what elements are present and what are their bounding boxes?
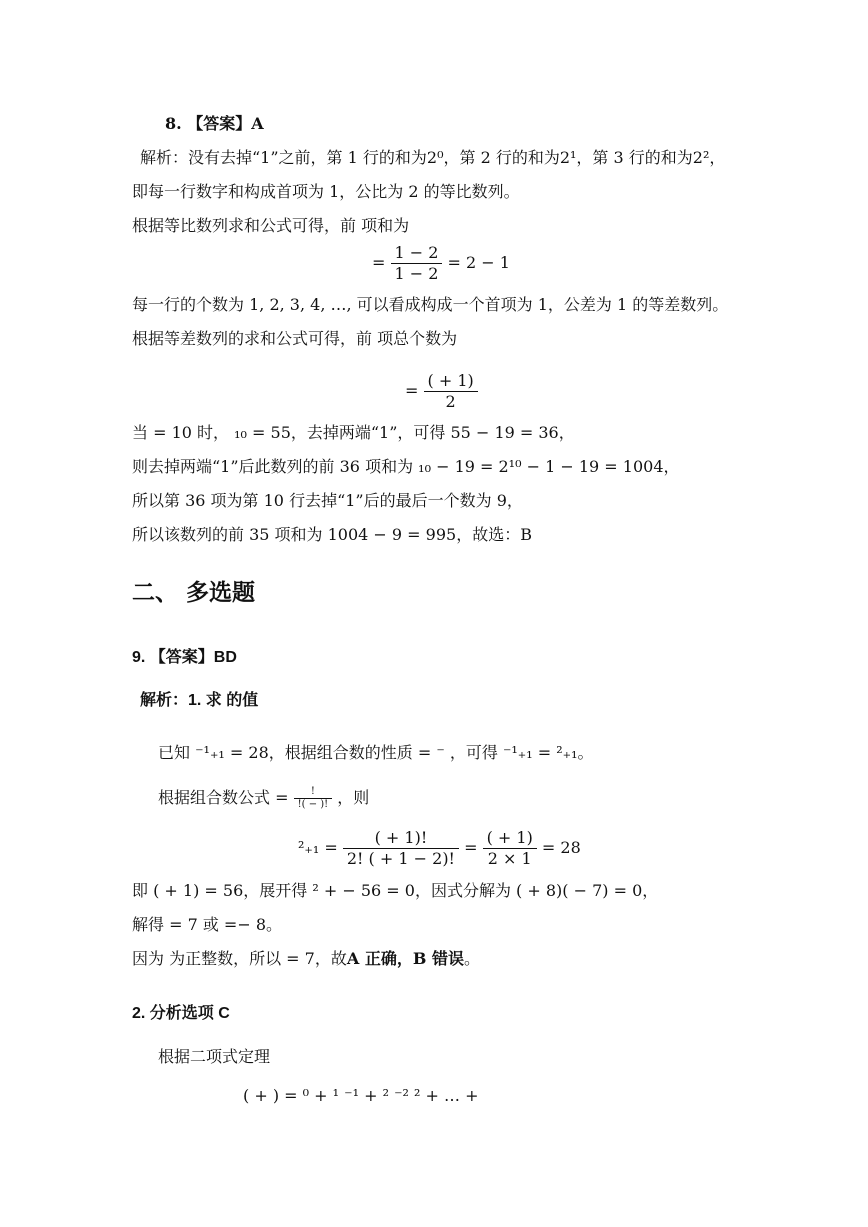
q8-line-2: 即每一行数字和构成首项为 1，公比为 2 的等比数列。	[132, 182, 520, 201]
q9-line-3: 即 ( + 1) = 56，展开得 ² + − 56 = 0，因式分解为 ( + 8)( − 7) = 0，	[132, 881, 659, 900]
q9-subheading-2: 2. 分析选项 C	[132, 1005, 230, 1022]
q8-line-9: 所以该数列的前 35 项和为 1004 − 9 = 995，故选：B	[132, 525, 532, 544]
formula-numerator: !	[310, 786, 315, 797]
formula-denominator: 2	[445, 392, 456, 411]
q9-line-7-binomial: ( + ) = ⁰ + ¹ ⁻¹ + ² ⁻² ² + … +	[243, 1086, 479, 1105]
q9-line-5: 因为 为正整数，所以 = 7，故A 正确，B 错误。	[132, 949, 480, 968]
q9-answer: 9. 【答案】BD	[132, 649, 237, 666]
conclusion-bold: A 正确，B 错误	[346, 949, 464, 968]
q9-line-6: 根据二项式定理	[158, 1047, 271, 1066]
q9-line-1: 已知 ⁻¹₊₁ = 28，根据组合数的性质 = ⁻ ，可得 ⁻¹₊₁ = ²₊₁。	[158, 743, 594, 762]
formula-denominator: 2! ( + 1 − 2)!	[346, 849, 455, 868]
q8-line-6: 当 = 10 时， ₁₀ = 55，去掉两端“1”，可得 55 − 19 = 36，	[132, 423, 575, 442]
q8-line-7: 则去掉两端“1”后此数列的前 36 项和为 ₁₀ − 19 = 2¹⁰ − 1 − 19 = 1004，	[132, 457, 680, 476]
q9-formula-combination: ²₊₁ = $\frac{( + 1)!}{2! ( + 1 - 2)!}$ = $\frac{( + 1)}{2 \times 1}$ = 28	[298, 828, 581, 868]
formula-numerator: ( + 1)!	[374, 828, 428, 847]
q9-subheading-1: 解析：1. 求 的值	[140, 692, 259, 709]
q8-line-8: 所以第 36 项为第 10 行去掉“1”后的最后一个数为 9，	[132, 491, 523, 510]
formula-denominator: 1 − 2	[394, 264, 439, 283]
q8-line-5: 根据等差数列的求和公式可得，前 项总个数为	[132, 329, 458, 348]
q9-line-4: 解得 = 7 或 =− 8。	[132, 915, 283, 934]
q9-line-2: 根据组合数公式 = $\frac{!}{!( - )!}$ ，则	[158, 786, 370, 810]
q8-formula-arithmetic-sum: = $\frac{( + 1)}{2}$	[405, 371, 478, 412]
q8-answer: 8. 【答案】A	[165, 114, 264, 133]
section-title-multiple-choice: 二、 多选题	[132, 580, 256, 606]
q8-line-3: 根据等比数列求和公式可得，前 项和为	[132, 216, 410, 235]
formula-numerator: ( + 1)	[427, 371, 474, 390]
formula-numerator: ( + 1)	[486, 828, 533, 847]
q8-formula-geometric-sum: = $\frac{1 - 2}{1 - 2}$ = 2 − 1	[372, 243, 510, 283]
formula-numerator: 1 − 2	[394, 243, 439, 262]
formula-denominator: !( − )!	[297, 799, 329, 810]
formula-denominator: 2 × 1	[487, 849, 532, 868]
q8-line-1: 解析：没有去掉“1”之前，第 1 行的和为2⁰，第 2 行的和为2¹，第 3 行的和为2²，	[140, 148, 726, 167]
q8-line-4: 每一行的个数为 1, 2, 3, 4, …, 可以看成构成一个首项为 1，公差为 1 的等差数列。	[132, 295, 729, 314]
